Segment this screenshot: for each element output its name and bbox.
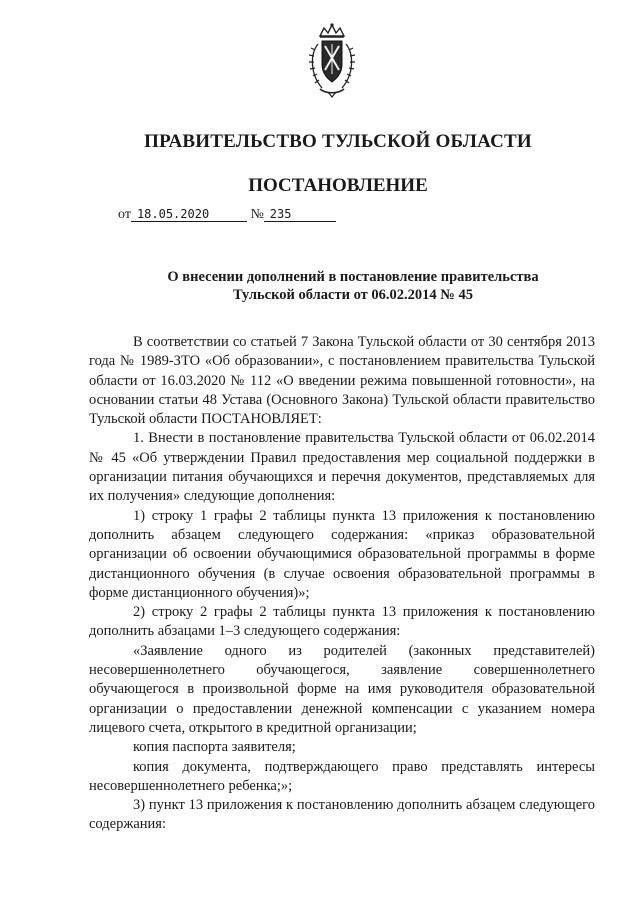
document-type-title: ПОСТАНОВЛЕНИЕ (248, 175, 428, 196)
paragraph-subitem-3: 3) пункт 13 приложения к постановлению дополнить абзацем следующего содержания: (89, 797, 595, 833)
document-meta (118, 207, 336, 223)
document-number: 235 (264, 207, 336, 222)
paragraph-quote-2: копия паспорта заявителя; (133, 739, 296, 756)
paragraph-quote-3: копия документа, подтверждающего право представлять интересы несовершеннолетнего ребенка;»; (89, 758, 595, 794)
document-body (89, 333, 595, 835)
number-prefix: № (250, 207, 264, 222)
subject-line-2: Тульской области от 06.02.2014 № 45 (233, 287, 473, 303)
paragraph-preamble: В соответствии со статьей 7 Закона Тульской области от 30 сентября 2013 года № 1989-ЗТО «Об образовании», с постановлением правительства Тульской области от 16.03.2020 № 112 «О введении режима повышенной готовности», на основании статьи 48 Устава (Основного Закона) Тульской области правительство Тульской области ПОСТАНОВЛЯЕТ: (89, 334, 595, 428)
document-date: 18.05.2020 (131, 207, 247, 222)
coat-of-arms-icon (306, 22, 358, 98)
paragraph-quote-1: «Заявление одного из родителей (законных представителей) несовершеннолетнего обучающегося, заявление совершеннолетнего обучающегося в произвольной форме на имя руководителя образовательной организации о предоставлении денежной компенсации с указанием номера лицевого счета, открытого в кредитной организации; (89, 642, 595, 736)
document-subject (0, 268, 640, 304)
paragraph-item-1: 1. Внести в постановление правительства Тульской области от 06.02.2014 № 45 «Об утверждении Правил предоставления мер социальной поддержки в организации питания обучающихся и перечня документов, представляемых для их получения» следующие дополнения: (89, 430, 595, 505)
paragraph-subitem-2: 2) строку 2 графы 2 таблицы пункта 13 приложения к постановлению дополнить абзацами 1–3 следующего содержания: (89, 604, 595, 640)
paragraph-subitem-1: 1) строку 1 графы 2 таблицы пункта 13 приложения к постановлению дополнить абзацем следующего содержания: «приказ образовательной организации об освоении обучающимися образовательной программы в форме дистанционного обучения (в случае освоения образовательной программы в форме дистанционного обучения)»; (89, 507, 595, 601)
organization-title: ПРАВИТЕЛЬСТВО ТУЛЬСКОЙ ОБЛАСТИ (144, 131, 532, 152)
date-prefix: от (118, 207, 131, 222)
subject-line-1: О внесении дополнений в постановление правительства (167, 269, 539, 285)
